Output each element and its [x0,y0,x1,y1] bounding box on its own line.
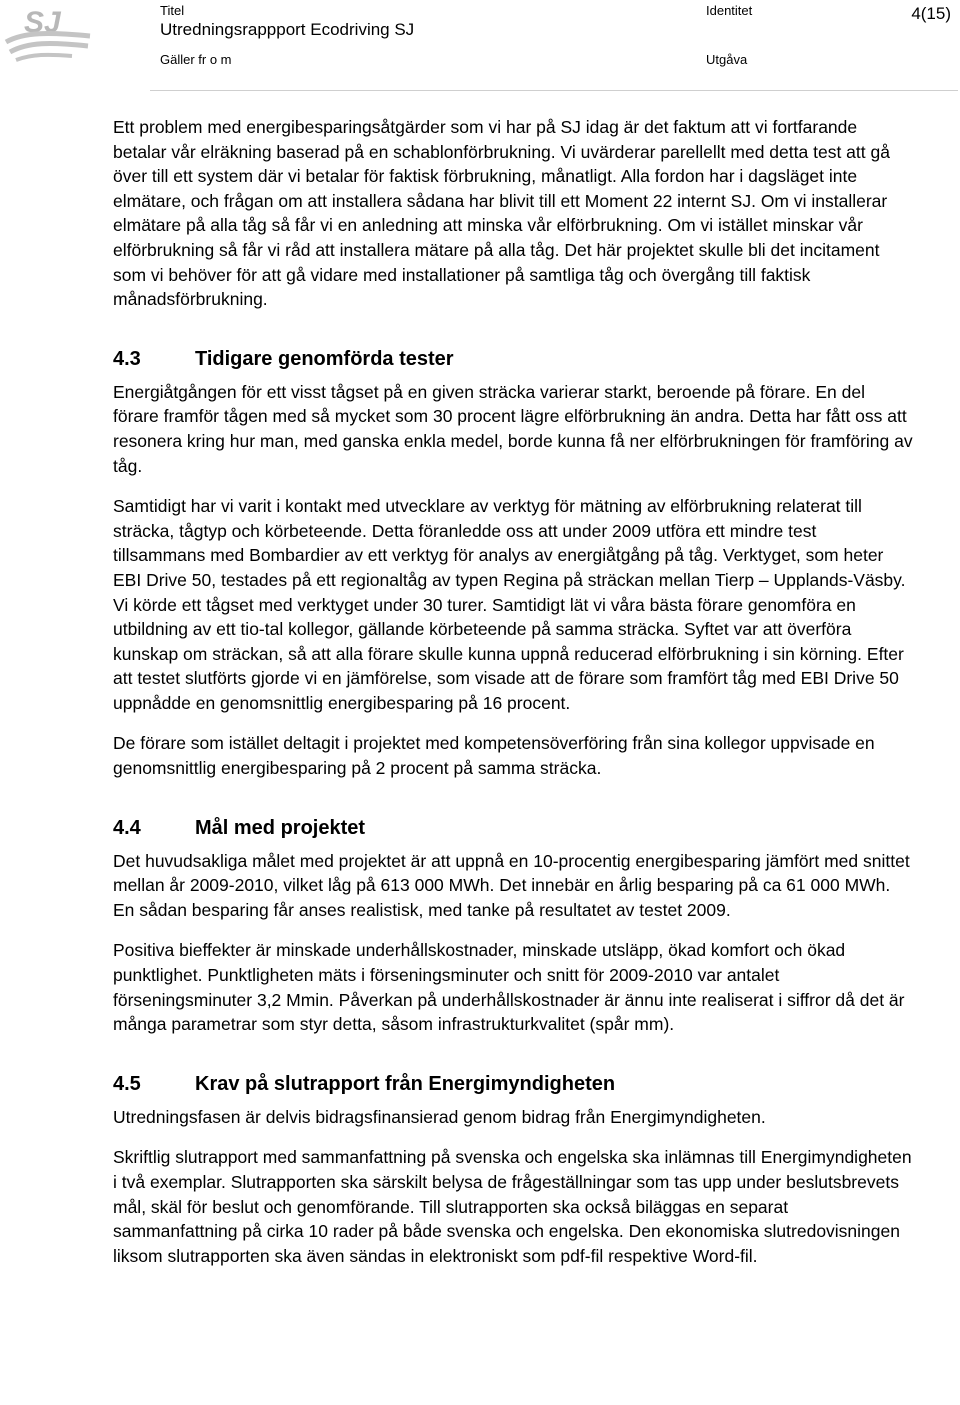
document-body [113,115,913,1268]
intro-paragraph: Ett problem med energibesparingsåtgärder som vi har på SJ idag är det faktum att vi fortfarande betalar vår elräkning baserad på en schablonförbrukning. Vi uvärderar parellellt med detta test att gå över till ett system där vi betalar för faktisk förbrukning, månatligt. Alla fordon har i dagsläget inte elmätare, och frågan om att installera sådana har blivit till ett Moment 22 internt SJ. Om vi installerar elmätare på alla tåg så får vi en anledning att minska vår elförbrukning. Om vi istället minskar vår elförbrukning så får vi råd att installera mätare på alla tåg. Det här projektet skulle bli det incitament som vi behöver för att gå vidare med installationer på samtliga tåg och övergång till faktisk månadsförbrukning. [113,117,890,310]
sj-logo-icon [2,2,94,64]
header-divider [150,90,958,91]
section-heading-4-4 [113,815,913,841]
section-heading-4-5 [113,1071,913,1097]
paragraph: Skriftlig slutrapport med sammanfattning på svenska och engelska ska inlämnas till Energimyndigheten i två exemplar. Slutrapporten ska särskilt belysa de frågeställningar som tas upp under beslutsbrevets mål, skäl för beslut och genomförande. Till slutrapporten ska också biläggas en separat sammanfattning på cirka 10 rader på både svenska och engelska. Den ekonomiska slutredovisningen liksom slutrapporten ska även sändas in elektroniskt som pdf-fil respektive Word-fil. [113,1147,912,1266]
page-number: 4(15) [911,4,951,23]
section-title: Krav på slutrapport från Energimyndigheten [195,1072,616,1095]
title-label: Titel [160,3,185,18]
issue-label: Utgåva [706,52,748,67]
paragraph: Energiåtgången för ett visst tågset på en given sträcka varierar starkt, beroende på förare. En del förare framför tågen med så mycket som 30 procent lägre elförbrukning än andra. Detta har fått oss att resonera kring hur man, med ganska enkla medel, borde kunna få ner elförbrukningen för framföring av tåg. [113,381,913,476]
paragraph: De förare som istället deltagit i projektet med kompetensöverföring från sina kollegor uppvisade en genomsnittlig energibesparing på 2 procent på samma sträcka. [113,733,875,779]
section-title: Tidigare genomförda tester [195,347,454,370]
paragraph: Samtidigt har vi varit i kontakt med utvecklare av verktyg för mätning av elförbrukning relaterat till sträcka, tågtyp och körbeteende. Detta föranledde oss att under 2009 utföra ett mindre test tillsammans med Bombardier av ett verktyg för analys av energiåtgång på tåg. Verktyget, som heter EBI Drive 50, testades på ett regionaltåg av typen Regina på sträckan mellan Tierp – Upplands-Väsby. Vi körde ett tågset med verktyget under 30 turer. Samtidigt lät vi våra bästa förare genomföra en utbildning av ett tio-tal kollegor, gällande körbeteende på samma sträcka. Syftet var att överföra kunskap om sträckan, så att alla förare skulle kunna uppnå reducerad elförbrukning i sin körning. Efter att testet slutförts gjorde vi en jämförelse, som visade att de förare som framfört tåg med EBI Drive 50 uppnådde en genomsnittlig energibesparing på 16 procent. [113,496,906,713]
section-title: Mål med projektet [195,816,366,839]
paragraph: Utredningsfasen är delvis bidragsfinansierad genom bidrag från Energimyndigheten. [113,1106,766,1127]
section-number: 4.3 [113,347,141,370]
identity-label: Identitet [706,3,753,18]
svg-text:SJ: SJ [24,6,61,39]
paragraph: Positiva bieffekter är minskade underhållskostnader, minskade utsläpp, ökad komfort och ökad punktlighet. Punktligheten mäts i förseningsminuter och snitt för 2009-2010 var antalet förseningsminuter 3,2 Mmin. Påverkan på underhållskostnader är ännu inte realiserat i siffror då det är många parametrar som styr detta, såsom infrastrukturkvalitet (spår mm). [113,940,905,1035]
valid-from-label: Gäller fr o m [160,52,232,67]
document-title: Utredningsrappport Ecodriving SJ [160,20,415,39]
paragraph: Det huvudsakliga målet med projektet är att uppnå en 10-procentig energibesparing jämfört med snittet mellan år 2009-2010, vilket låg på 613 000 MWh. Det innebär en årlig besparing på ca 61 000 MWh. En sådan besparing får anses realistisk, med tanke på resultatet av testet 2009. [113,850,910,920]
page-header [0,0,960,92]
section-number: 4.4 [113,816,141,839]
section-number: 4.5 [113,1072,141,1095]
section-heading-4-3 [113,346,913,372]
